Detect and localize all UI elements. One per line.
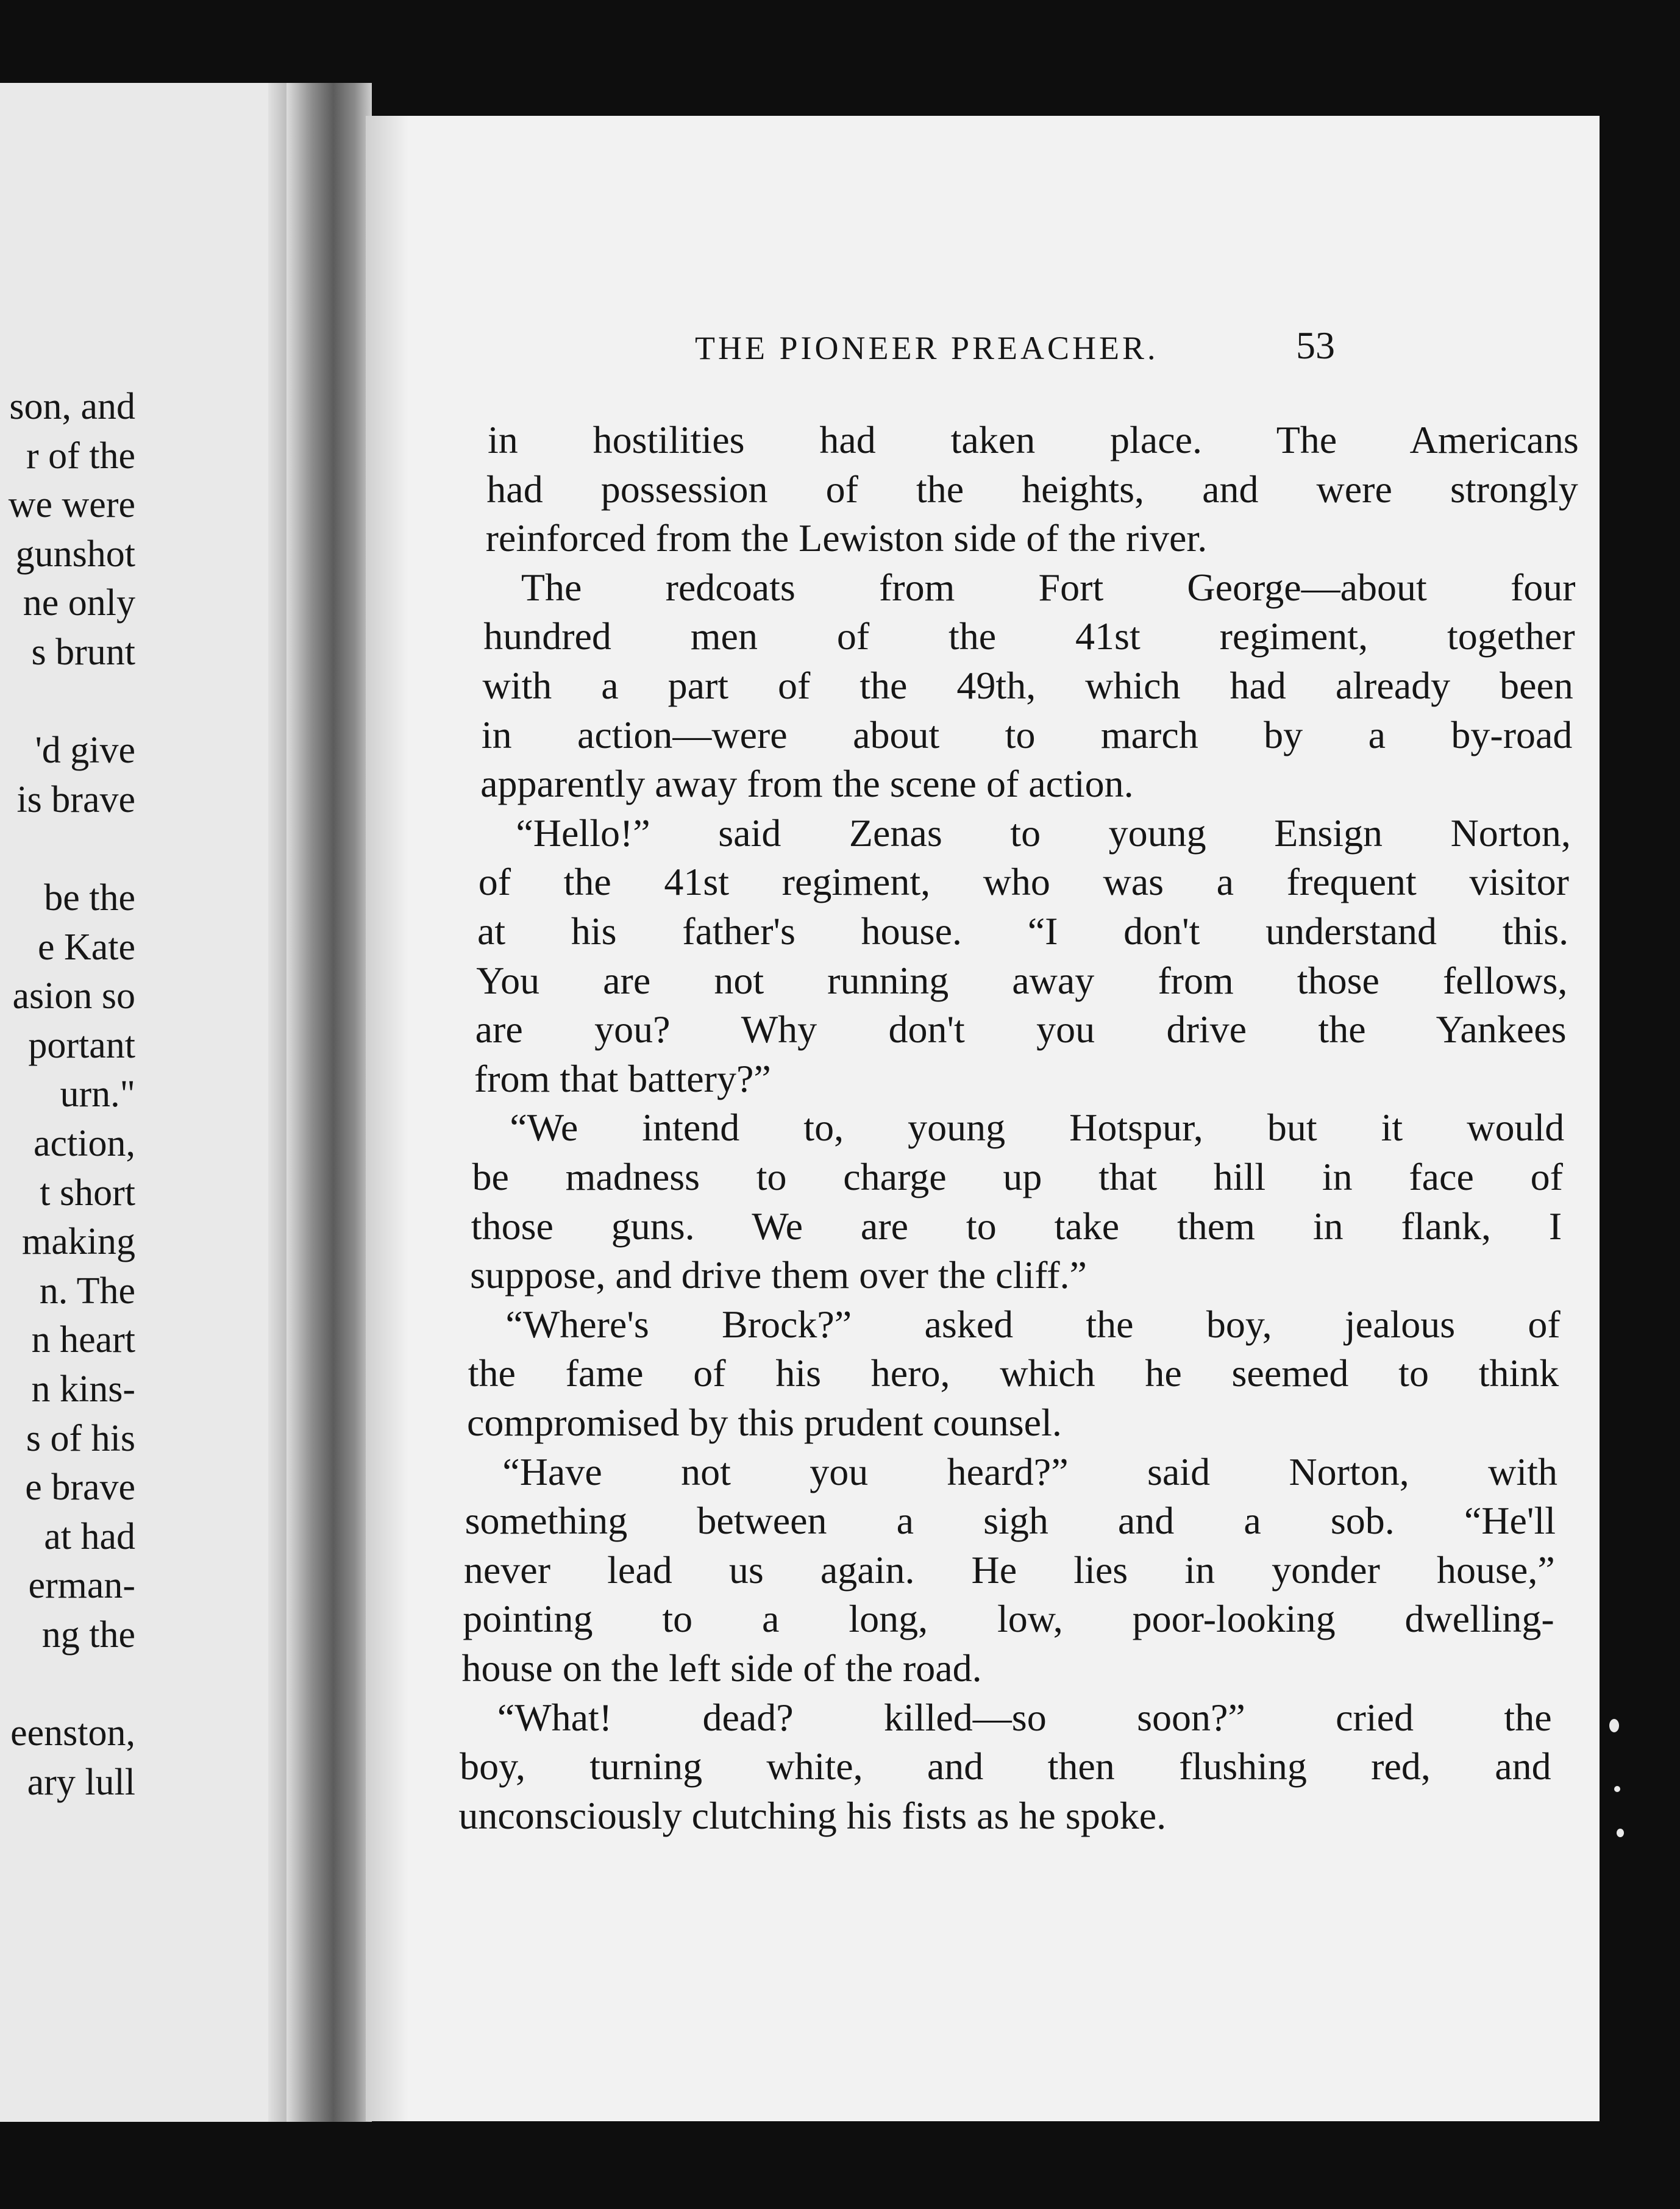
text-line: “What! dead? killed—so soon?” cried the xyxy=(497,1695,1552,1739)
previous-page-line: at had xyxy=(44,1515,135,1557)
current-page xyxy=(366,116,1600,2121)
previous-page-line: n. The xyxy=(39,1270,135,1312)
previous-page-line: ne only xyxy=(23,582,135,624)
text-line: at his father's house. “I don't understand this. xyxy=(477,909,1569,953)
previous-page-line: 'd give xyxy=(35,730,135,772)
text-line: “Have not you heard?” said Norton, with xyxy=(502,1450,1557,1493)
previous-page-line: ng the xyxy=(41,1614,135,1656)
text-line: suppose, and drive them over the cliff.” xyxy=(470,1253,1087,1297)
previous-page-line: n kins- xyxy=(31,1368,135,1410)
text-line: hundred men of the 41st regiment, together xyxy=(483,614,1575,658)
text-line: from that battery?” xyxy=(474,1056,771,1100)
book-spine-shadow xyxy=(287,83,372,2122)
text-line: had possession of the heights, and were strongly xyxy=(486,467,1578,511)
running-head: THE PIONEER PREACHER. xyxy=(695,330,1159,366)
text-line: “We intend to, young Hotspur, but it would xyxy=(510,1106,1565,1150)
page-number: 53 xyxy=(1296,324,1335,367)
text-line: house on the left side of the road. xyxy=(461,1646,982,1690)
text-line: the fame of his hero, which he seemed to think xyxy=(468,1351,1559,1395)
text-line: unconsciously clutching his fists as he spoke. xyxy=(458,1793,1167,1837)
text-line: compromised by this prudent counsel. xyxy=(467,1401,1062,1444)
text-line: never lead us again. He lies in yonder house,” xyxy=(463,1548,1555,1592)
text-line: of the 41st regiment, who was a frequent visitor xyxy=(478,860,1569,904)
previous-page-line: ary lull xyxy=(27,1761,135,1803)
previous-page-line: is brave xyxy=(16,778,135,820)
text-line: reinforced from the Lewiston side of the river. xyxy=(485,516,1208,560)
previous-page-line: r of the xyxy=(26,435,135,477)
previous-page-line: t short xyxy=(40,1172,135,1214)
previous-page-gutter xyxy=(268,83,287,2122)
previous-page-line: s of his xyxy=(26,1417,135,1459)
previous-page-line: son, and xyxy=(9,386,135,427)
previous-page-line: making xyxy=(22,1221,135,1263)
text-line: The redcoats from Fort George—about four xyxy=(521,565,1576,609)
previous-page-line: action, xyxy=(34,1123,135,1164)
text-line: “Where's Brock?” asked the boy, jealous of xyxy=(505,1302,1561,1346)
text-line: apparently away from the scene of action. xyxy=(480,762,1134,806)
text-line: something between a sigh and a sob. “He'll xyxy=(464,1499,1556,1543)
text-line: You are not running away from those fellows, xyxy=(476,958,1568,1002)
previous-page-line: s brunt xyxy=(31,631,135,673)
text-line: in action—were about to march by a by-road xyxy=(481,713,1573,756)
previous-page-line: gunshot xyxy=(15,533,135,575)
scan-speck xyxy=(1614,1786,1620,1792)
previous-page-line: n heart xyxy=(31,1319,135,1361)
text-line: those guns. We are to take them in flank, I xyxy=(471,1204,1562,1248)
page-body-text xyxy=(366,116,1600,2121)
previous-page-line: be the xyxy=(44,877,135,919)
text-line: in hostilities had taken place. The Americans xyxy=(488,418,1579,461)
text-line: “Hello!” said Zenas to young Ensign Norton, xyxy=(516,811,1571,855)
scan-background xyxy=(1600,116,1680,2209)
previous-page-line: we were xyxy=(8,484,135,526)
text-line: pointing to a long, low, poor-looking dwelling- xyxy=(463,1597,1554,1641)
previous-page-line: portant xyxy=(28,1024,135,1066)
previous-page-line: erman- xyxy=(28,1565,135,1607)
text-line: be madness to charge up that hill in face of xyxy=(472,1155,1563,1198)
previous-page-line: urn." xyxy=(60,1073,135,1115)
text-line: with a part of the 49th, which had already been xyxy=(482,664,1573,707)
text-line: are you? Why don't you drive the Yankees xyxy=(475,1008,1567,1051)
scan-speck xyxy=(1617,1829,1624,1837)
previous-page-line: asion so xyxy=(12,975,135,1017)
scan-speck xyxy=(1609,1719,1619,1732)
previous-page xyxy=(0,83,287,2122)
previous-page-line: e brave xyxy=(25,1467,135,1509)
previous-page-line: e Kate xyxy=(37,926,135,968)
previous-page-line: eenston, xyxy=(10,1712,135,1754)
text-line: boy, turning white, and then flushing red, and xyxy=(460,1745,1551,1788)
